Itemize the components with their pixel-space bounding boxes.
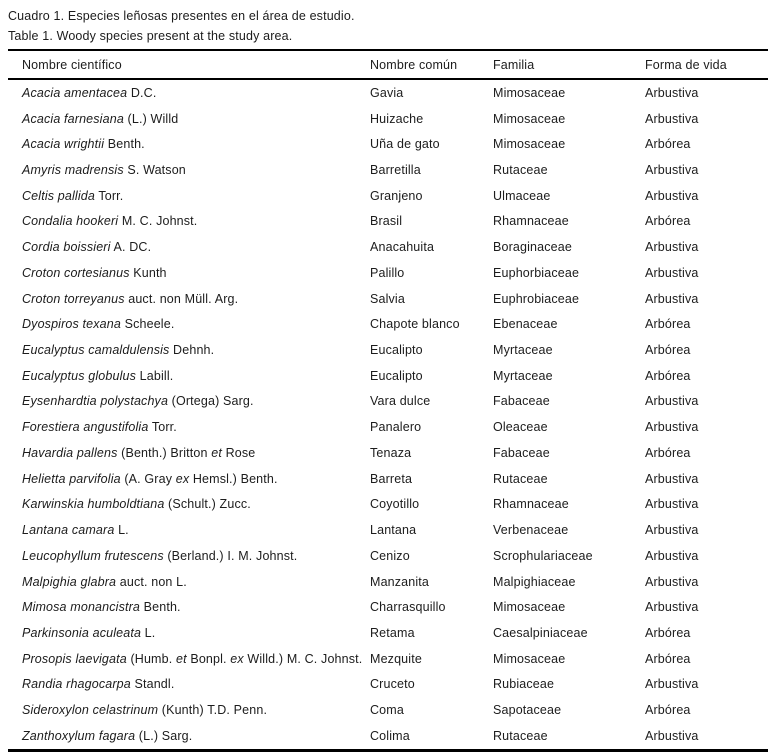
cell-nombre-cientifico: Cordia boissieri A. DC. xyxy=(22,240,152,255)
cell-nombre-cientifico: Karwinskia humboldtiana (Schult.) Zucc. xyxy=(22,497,251,512)
cell-nombre-comun: Barreta xyxy=(370,471,413,486)
cell-familia: Malpighiaceae xyxy=(493,574,576,589)
table-body xyxy=(8,80,768,749)
cell-forma-de-vida: Arbustiva xyxy=(645,188,699,203)
cell-nombre-comun: Tenaza xyxy=(370,445,412,460)
cell-nombre-comun: Colima xyxy=(370,728,410,743)
cell-nombre-comun: Palillo xyxy=(370,265,405,280)
cell-familia: Mimosaceae xyxy=(493,111,566,126)
table-row xyxy=(8,569,768,595)
cell-nombre-comun: Uña de gato xyxy=(370,137,440,152)
cell-familia: Mimosaceae xyxy=(493,137,566,152)
cell-nombre-cientifico: Lantana camara L. xyxy=(22,523,129,538)
cell-familia: Mimosaceae xyxy=(493,600,566,615)
table-row xyxy=(8,311,768,337)
column-header-familia: Familia xyxy=(493,57,535,72)
table-row xyxy=(8,157,768,183)
cell-forma-de-vida: Arbustiva xyxy=(645,420,699,435)
table-row xyxy=(8,131,768,157)
cell-nombre-cientifico: Acacia farnesiana (L.) Willd xyxy=(22,111,179,126)
table-row xyxy=(8,646,768,672)
table-row xyxy=(8,363,768,389)
table-row xyxy=(8,260,768,286)
cell-nombre-comun: Lantana xyxy=(370,523,417,538)
cell-nombre-cientifico: Parkinsonia aculeata L. xyxy=(22,625,156,640)
table-row xyxy=(8,492,768,518)
table-row xyxy=(8,183,768,209)
table-row xyxy=(8,466,768,492)
cell-nombre-comun: Cenizo xyxy=(370,548,410,563)
caption-spanish: Cuadro 1. Especies leñosas presentes en el área de estudio. xyxy=(8,9,355,23)
table-row xyxy=(8,517,768,543)
cell-forma-de-vida: Arbustiva xyxy=(645,265,699,280)
table-row xyxy=(8,106,768,132)
cell-nombre-comun: Huizache xyxy=(370,111,424,126)
cell-nombre-cientifico: Eucalyptus globulus Labill. xyxy=(22,368,174,383)
cell-nombre-comun: Charrasquillo xyxy=(370,600,446,615)
cell-nombre-cientifico: Croton cortesianus Kunth xyxy=(22,265,167,280)
column-header-nombre-comun: Nombre común xyxy=(370,57,458,72)
cell-forma-de-vida: Arbustiva xyxy=(645,600,699,615)
cell-familia: Caesalpiniaceae xyxy=(493,625,588,640)
cell-familia: Ulmaceae xyxy=(493,188,551,203)
column-header-forma-de-vida: Forma de vida xyxy=(645,57,727,72)
cell-forma-de-vida: Arbustiva xyxy=(645,497,699,512)
cell-nombre-cientifico: Eysenhardtia polystachya (Ortega) Sarg. xyxy=(22,394,254,409)
cell-nombre-comun: Granjeno xyxy=(370,188,423,203)
cell-forma-de-vida: Arbórea xyxy=(645,651,691,666)
cell-familia: Boraginaceae xyxy=(493,240,572,255)
cell-nombre-cientifico: Celtis pallida Torr. xyxy=(22,188,124,203)
cell-forma-de-vida: Arbustiva xyxy=(645,523,699,538)
table-row xyxy=(8,723,768,749)
cell-nombre-comun: Cruceto xyxy=(370,677,415,692)
cell-nombre-cientifico: Helietta parvifolia (A. Gray ex Hemsl.) Benth. xyxy=(22,471,278,486)
table-row xyxy=(8,594,768,620)
cell-forma-de-vida: Arbustiva xyxy=(645,240,699,255)
cell-nombre-cientifico: Malpighia glabra auct. non L. xyxy=(22,574,187,589)
table-caption xyxy=(0,0,776,46)
cell-nombre-comun: Brasil xyxy=(370,214,403,229)
cell-familia: Ebenaceae xyxy=(493,317,558,332)
cell-nombre-cientifico: Croton torreyanus auct. non Müll. Arg. xyxy=(22,291,239,306)
cell-forma-de-vida: Arbustiva xyxy=(645,111,699,126)
cell-familia: Verbenaceae xyxy=(493,523,569,538)
cell-forma-de-vida: Arbórea xyxy=(645,445,691,460)
cell-familia: Rubiaceae xyxy=(493,677,555,692)
cell-nombre-comun: Retama xyxy=(370,625,415,640)
cell-nombre-cientifico: Randia rhagocarpa Standl. xyxy=(22,677,175,692)
caption-english: Table 1. Woody species present at the study area. xyxy=(8,29,293,43)
table-row xyxy=(8,286,768,312)
cell-forma-de-vida: Arbustiva xyxy=(645,85,699,100)
cell-familia: Scrophulariaceae xyxy=(493,548,593,563)
cell-nombre-cientifico: Amyris madrensis S. Watson xyxy=(22,163,186,178)
cell-forma-de-vida: Arbustiva xyxy=(645,291,699,306)
cell-forma-de-vida: Arbórea xyxy=(645,317,691,332)
cell-forma-de-vida: Arbustiva xyxy=(645,163,699,178)
cell-nombre-cientifico: Sideroxylon celastrinum (Kunth) T.D. Penn. xyxy=(22,703,268,718)
cell-nombre-cientifico: Dyospiros texana Scheele. xyxy=(22,317,175,332)
cell-forma-de-vida: Arbórea xyxy=(645,214,691,229)
cell-familia: Rutaceae xyxy=(493,728,548,743)
cell-familia: Euphorbiaceae xyxy=(493,265,580,280)
cell-familia: Myrtaceae xyxy=(493,343,553,358)
cell-familia: Oleaceae xyxy=(493,420,548,435)
cell-familia: Mimosaceae xyxy=(493,651,566,666)
column-header-nombre-cientifico: Nombre científico xyxy=(22,57,122,72)
cell-forma-de-vida: Arbustiva xyxy=(645,677,699,692)
cell-familia: Sapotaceae xyxy=(493,703,562,718)
table-header-row xyxy=(8,51,768,80)
cell-nombre-comun: Chapote blanco xyxy=(370,317,460,332)
table-row xyxy=(8,80,768,106)
table-row xyxy=(8,440,768,466)
cell-nombre-comun: Barretilla xyxy=(370,163,421,178)
cell-forma-de-vida: Arbórea xyxy=(645,625,691,640)
cell-nombre-comun: Eucalipto xyxy=(370,368,423,383)
table-row xyxy=(8,414,768,440)
table-row xyxy=(8,697,768,723)
table-row xyxy=(8,209,768,235)
cell-forma-de-vida: Arbustiva xyxy=(645,471,699,486)
cell-nombre-cientifico: Prosopis laevigata (Humb. et Bonpl. ex Willd.) M. C. Johnst. xyxy=(22,651,363,666)
cell-nombre-cientifico: Eucalyptus camaldulensis Dehnh. xyxy=(22,343,215,358)
table-row xyxy=(8,620,768,646)
cell-familia: Euphrobiaceae xyxy=(493,291,580,306)
cell-forma-de-vida: Arbustiva xyxy=(645,394,699,409)
cell-nombre-cientifico: Acacia amentacea D.C. xyxy=(22,85,157,100)
cell-forma-de-vida: Arbustiva xyxy=(645,548,699,563)
cell-nombre-cientifico: Acacia wrightii Benth. xyxy=(22,137,145,152)
cell-nombre-cientifico: Havardia pallens (Benth.) Britton et Rose xyxy=(22,445,256,460)
cell-forma-de-vida: Arbórea xyxy=(645,703,691,718)
cell-nombre-cientifico: Zanthoxylum fagara (L.) Sarg. xyxy=(22,728,193,743)
cell-familia: Rutaceae xyxy=(493,471,548,486)
cell-nombre-comun: Salvia xyxy=(370,291,405,306)
cell-nombre-comun: Mezquite xyxy=(370,651,422,666)
species-table xyxy=(8,49,768,752)
table-row xyxy=(8,389,768,415)
cell-nombre-cientifico: Leucophyllum frutescens (Berland.) I. M. Johnst. xyxy=(22,548,298,563)
cell-nombre-comun: Vara dulce xyxy=(370,394,431,409)
cell-nombre-comun: Gavia xyxy=(370,85,404,100)
table-row xyxy=(8,672,768,698)
cell-nombre-comun: Panalero xyxy=(370,420,422,435)
cell-forma-de-vida: Arbórea xyxy=(645,343,691,358)
cell-nombre-comun: Manzanita xyxy=(370,574,430,589)
cell-familia: Rhamnaceae xyxy=(493,497,569,512)
cell-forma-de-vida: Arbustiva xyxy=(645,728,699,743)
cell-forma-de-vida: Arbórea xyxy=(645,137,691,152)
cell-forma-de-vida: Arbórea xyxy=(645,368,691,383)
cell-nombre-cientifico: Forestiera angustifolia Torr. xyxy=(22,420,177,435)
cell-nombre-comun: Coyotillo xyxy=(370,497,420,512)
cell-familia: Rhamnaceae xyxy=(493,214,569,229)
cell-familia: Myrtaceae xyxy=(493,368,553,383)
cell-familia: Rutaceae xyxy=(493,163,548,178)
cell-familia: Fabaceae xyxy=(493,394,550,409)
cell-nombre-cientifico: Condalia hookeri M. C. Johnst. xyxy=(22,214,198,229)
cell-nombre-cientifico: Mimosa monancistra Benth. xyxy=(22,600,181,615)
cell-nombre-comun: Eucalipto xyxy=(370,343,423,358)
cell-forma-de-vida: Arbustiva xyxy=(645,574,699,589)
table-row xyxy=(8,337,768,363)
cell-familia: Mimosaceae xyxy=(493,85,566,100)
table-row xyxy=(8,234,768,260)
cell-nombre-comun: Anacahuita xyxy=(370,240,435,255)
cell-nombre-comun: Coma xyxy=(370,703,404,718)
cell-familia: Fabaceae xyxy=(493,445,550,460)
table-row xyxy=(8,543,768,569)
